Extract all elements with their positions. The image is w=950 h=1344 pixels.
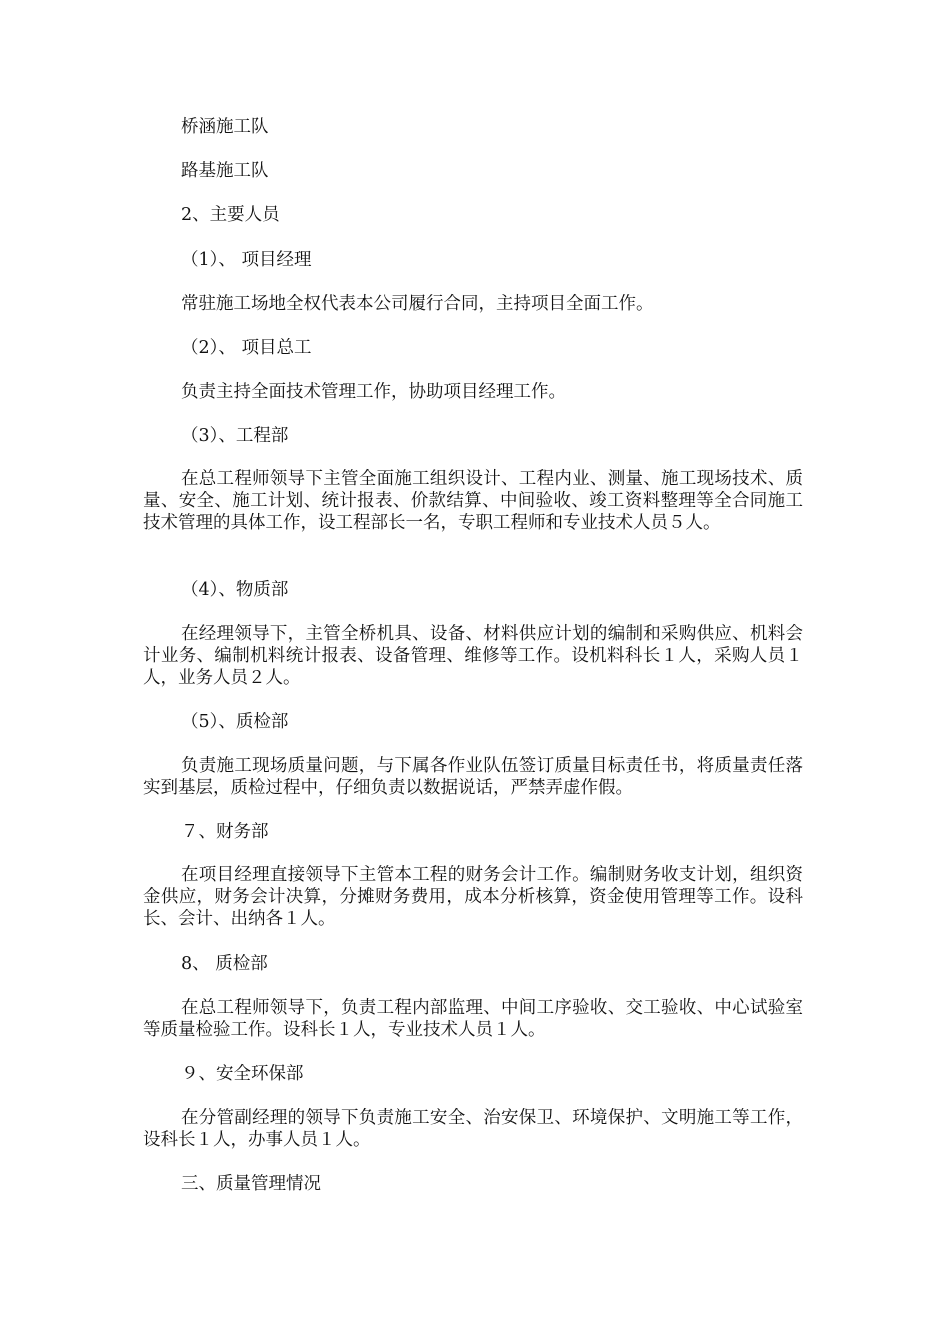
heading-engineering-dept: （3）、工程部 <box>181 426 289 446</box>
paragraph-engineering-dept: 在总工程师领导下主管全面施工组织设计、工程内业、测量、施工现场技术、质量、安全、施工计划、统计报表、价款结算、中间验收、竣工资料整理等全合同施工技术管理的具体工作，设工程部长一名，专职工程师和专业技术人员５人。 <box>143 469 803 533</box>
heading-finance-dept: ７、财务部 <box>181 822 269 842</box>
heading-safety-dept: ９、安全环保部 <box>181 1064 304 1084</box>
heading-materials-dept: （4）、物质部 <box>181 580 289 600</box>
heading-inspection-dept: 8、 质检部 <box>181 954 268 974</box>
paragraph-roadbed-team: 路基施工队 <box>181 161 269 181</box>
heading-quality-dept: （5）、质检部 <box>181 712 289 732</box>
paragraph-quality-dept: 负责施工现场质量问题，与下属各作业队伍签订质量目标责任书，将质量责任落实到基层，质检过程中，仔细负责以数据说话，严禁弄虚作假。 <box>143 756 803 798</box>
heading-project-manager: （1）、 项目经理 <box>181 250 312 270</box>
heading-main-personnel: 2、主要人员 <box>181 205 280 225</box>
paragraph-finance-dept: 在项目经理直接领导下主管本工程的财务会计工作。编制财务收支计划，组织资金供应，财务会计决算，分摊财务费用，成本分析核算，资金使用管理等工作。设科长、会计、出纳各１人。 <box>143 865 803 929</box>
paragraph-bridge-team: 桥涵施工队 <box>181 117 269 137</box>
paragraph-inspection-dept: 在总工程师领导下，负责工程内部监理、中间工序验收、交工验收、中心试验室等质量检验工作。设科长１人，专业技术人员１人。 <box>143 998 803 1040</box>
paragraph-materials-dept: 在经理领导下，主管全桥机具、设备、材料供应计划的编制和采购供应、机料会计业务、编制机料统计报表、设备管理、维修等工作。设机料科长１人，采购人员１人，业务人员２人。 <box>143 624 803 688</box>
heading-quality-management: 三、质量管理情况 <box>181 1174 321 1194</box>
paragraph-chief-engineer: 负责主持全面技术管理工作，协助项目经理工作。 <box>181 382 566 402</box>
paragraph-project-manager: 常驻施工场地全权代表本公司履行合同，主持项目全面工作。 <box>181 294 654 314</box>
heading-chief-engineer: （2）、 项目总工 <box>181 338 312 358</box>
paragraph-safety-dept: 在分管副经理的领导下负责施工安全、治安保卫、环境保护、文明施工等工作，设科长１人，办事人员１人。 <box>143 1108 803 1150</box>
